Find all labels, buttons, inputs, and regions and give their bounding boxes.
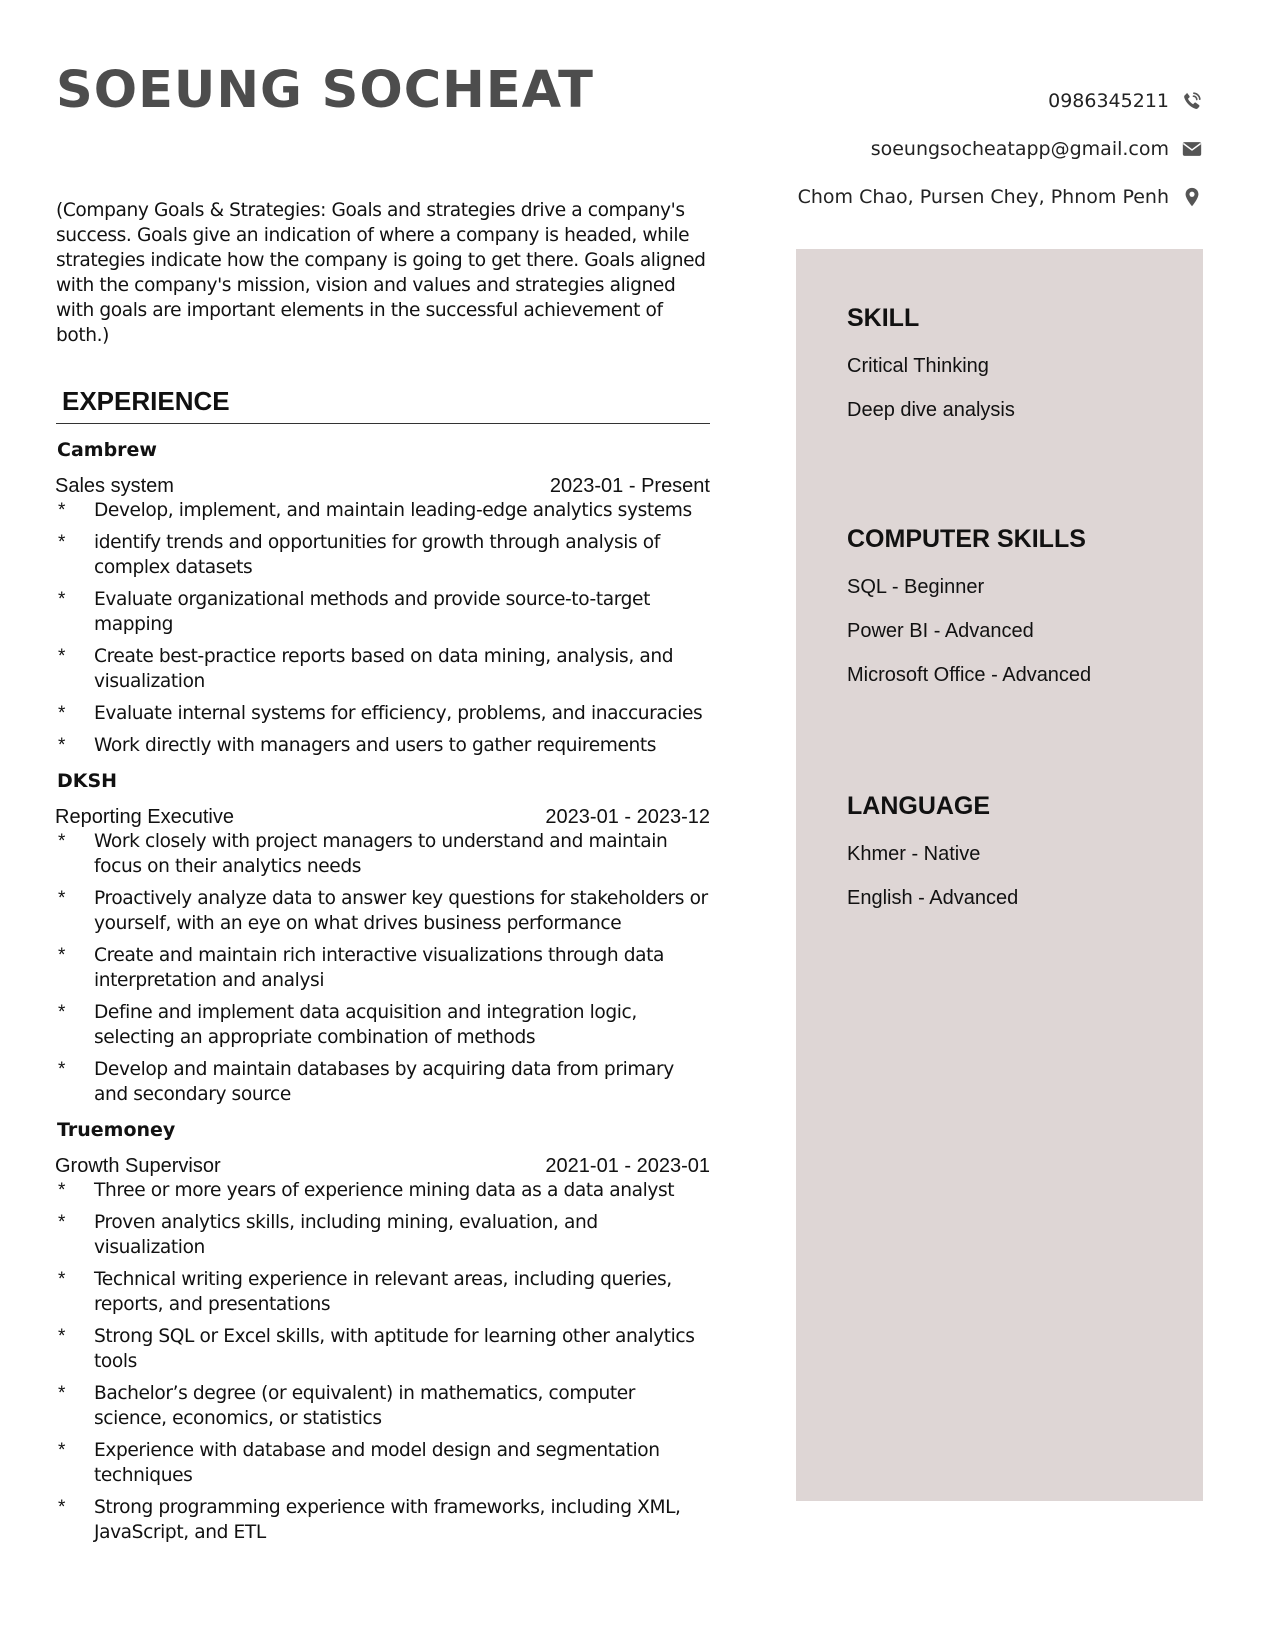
bullet-marker: * — [58, 589, 65, 610]
list-item — [56, 587, 710, 637]
list-item-text: Technical writing experience in relevant areas, including queries, reports, and presentations — [94, 1269, 672, 1315]
bullet-marker: * — [58, 735, 65, 756]
role-row — [55, 474, 710, 498]
bullet-marker: * — [58, 1212, 65, 1233]
skill-heading: SKILL — [847, 304, 920, 332]
company-name: DKSH — [57, 770, 118, 792]
job-title: Sales system — [55, 475, 174, 497]
list-item-text: Create and maintain rich interactive visualizations through data interpretation and analysi — [94, 945, 665, 991]
list-item — [56, 644, 710, 694]
list-item — [56, 498, 710, 523]
experience-heading: EXPERIENCE — [62, 386, 230, 416]
list-item — [56, 1000, 710, 1050]
list-item — [56, 1438, 710, 1488]
experience-section — [56, 384, 710, 1556]
list-item-text: Evaluate internal systems for efficiency, problems, and inaccuracies — [94, 703, 703, 724]
list-item — [56, 1267, 710, 1317]
list-item-text: Develop, implement, and maintain leading-edge analytics systems — [94, 500, 692, 521]
list-item — [56, 1210, 710, 1260]
job-entry — [56, 1118, 710, 1545]
list-item-text: Strong programming experience with frameworks, including XML, JavaScript, and ETL — [94, 1497, 681, 1543]
skill-section — [847, 302, 1015, 422]
list-item — [56, 829, 710, 879]
list-item — [56, 1495, 710, 1545]
phone-icon — [1181, 90, 1203, 112]
list-item — [56, 886, 710, 936]
list-item — [56, 701, 710, 726]
company-name: Truemoney — [57, 1119, 176, 1141]
bullet-marker: * — [58, 1326, 65, 1347]
company-name: Cambrew — [57, 439, 157, 461]
list-item — [56, 943, 710, 993]
list-item-text: Experience with database and model design and segmentation techniques — [94, 1440, 660, 1486]
bullet-marker: * — [58, 945, 65, 966]
bullet-marker: * — [58, 831, 65, 852]
skill-item: Deep dive analysis — [847, 399, 1015, 421]
bullet-marker: * — [58, 1059, 65, 1080]
bullet-marker: * — [58, 1383, 65, 1404]
phone-number: 0986345211 — [1048, 89, 1169, 112]
responsibility-list — [56, 1178, 710, 1545]
candidate-name: SOEUNG SOCHEAT — [56, 61, 594, 120]
computer-skills-section — [847, 523, 1091, 687]
list-item-text: identify trends and opportunities for growth through analysis of complex datasets — [94, 532, 660, 578]
list-item-text: Strong SQL or Excel skills, with aptitude for learning other analytics tools — [94, 1326, 695, 1372]
contact-phone — [798, 88, 1203, 113]
role-row — [55, 805, 710, 829]
bullet-marker: * — [58, 532, 65, 553]
language-item: Khmer - Native — [847, 843, 981, 865]
location-pin-icon — [1181, 186, 1203, 208]
list-item-text: Evaluate organizational methods and provide source-to-target mapping — [94, 589, 650, 635]
envelope-icon — [1181, 138, 1203, 160]
bullet-marker: * — [58, 1440, 65, 1461]
job-dates: 2021-01 - 2023-01 — [545, 1155, 710, 1177]
job-dates: 2023-01 - 2023-12 — [545, 806, 710, 828]
list-item — [56, 530, 710, 580]
bullet-marker: * — [58, 500, 65, 521]
computer-skills-heading: COMPUTER SKILLS — [847, 525, 1086, 553]
job-dates: 2023-01 - Present — [549, 475, 710, 497]
skill-item: Critical Thinking — [847, 355, 989, 377]
profile-summary: (Company Goals & Strategies: Goals and strategies drive a company's success. Goals give an indication of where a company is headed, while strategies indicate how the company is going to get there. Goals aligned with the company's mission, vision and values and strategies aligned with goals are important elements in the successful achievement of both.) — [56, 200, 706, 346]
computer-skill-item: SQL - Beginner — [847, 576, 985, 598]
list-item — [56, 1381, 710, 1431]
list-item — [56, 1324, 710, 1374]
contact-list — [798, 88, 1203, 232]
list-item — [56, 1178, 710, 1203]
bullet-marker: * — [58, 1269, 65, 1290]
bullet-marker: * — [58, 646, 65, 667]
language-item: English - Advanced — [847, 887, 1019, 909]
list-item-text: Work closely with project managers to understand and maintain focus on their analytics needs — [94, 831, 668, 877]
list-item-text: Proactively analyze data to answer key questions for stakeholders or yourself, with an eye on what drives business performance — [94, 888, 708, 934]
bullet-marker: * — [58, 1497, 65, 1518]
computer-skill-item: Power BI - Advanced — [847, 620, 1034, 642]
job-entry — [56, 769, 710, 1107]
list-item — [56, 1057, 710, 1107]
job-title: Reporting Executive — [55, 806, 234, 828]
contact-address — [798, 184, 1203, 209]
job-entry — [56, 438, 710, 758]
language-heading: LANGUAGE — [847, 792, 991, 820]
job-title: Growth Supervisor — [55, 1155, 221, 1177]
list-item-text: Create best-practice reports based on data mining, analysis, and visualization — [94, 646, 674, 692]
computer-skill-item: Microsoft Office - Advanced — [847, 664, 1092, 686]
list-item-text: Bachelor’s degree (or equivalent) in mathematics, computer science, economics, or statistics — [94, 1383, 636, 1429]
language-section — [847, 790, 1018, 910]
responsibility-list — [56, 498, 710, 758]
bullet-marker: * — [58, 1002, 65, 1023]
list-item — [56, 733, 710, 758]
address-text: Chom Chao, Pursen Chey, Phnom Penh — [797, 185, 1169, 208]
section-divider — [56, 423, 710, 424]
email-address[interactable]: soeungsocheatapp@gmail.com — [870, 137, 1169, 160]
list-item-text: Work directly with managers and users to gather requirements — [94, 735, 657, 756]
bullet-marker: * — [58, 703, 65, 724]
bullet-marker: * — [58, 1180, 65, 1201]
list-item-text: Proven analytics skills, including mining, evaluation, and visualization — [94, 1212, 598, 1258]
role-row — [55, 1154, 710, 1178]
responsibility-list — [56, 829, 710, 1107]
contact-email — [798, 136, 1203, 161]
bullet-marker: * — [58, 888, 65, 909]
sidebar-panel — [796, 249, 1203, 1501]
list-item-text: Develop and maintain databases by acquiring data from primary and secondary source — [94, 1059, 674, 1105]
list-item-text: Three or more years of experience mining data as a data analyst — [94, 1180, 675, 1201]
list-item-text: Define and implement data acquisition and integration logic, selecting an appropriate combination of methods — [94, 1002, 637, 1048]
